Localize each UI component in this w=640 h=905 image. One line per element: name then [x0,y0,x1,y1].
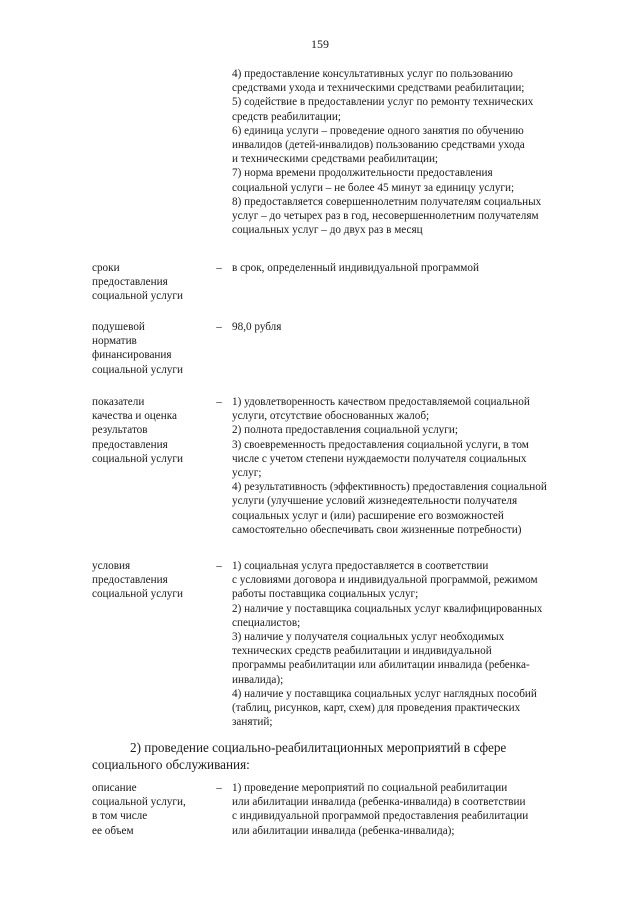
text-line: в срок, определенный индивидуальной программой [232,262,479,274]
label-line: социальной услуги [92,363,183,376]
text-line: средствами ухода и техническими средствами реабилитации; [232,82,525,95]
text-line: инвалидов (детей-инвалидов) пользованию средствами ухода [232,139,525,152]
text-line: технических средств реабилитации и индивидуальной [232,645,492,658]
label-line: предоставления [92,438,168,451]
text-line: 8) предоставляется совершеннолетним получателям социальных [232,195,542,208]
text-line: 7) норма времени продолжительности предоставления [232,167,493,180]
label-line: предоставления [92,276,168,289]
text-line: 1) удовлетворенность качеством предоставляемой социальной [232,396,530,408]
text-line: или абилитации инвалида (ребенка-инвалида); [232,824,455,837]
row-text-terms [232,261,602,275]
section-heading [92,739,592,773]
text-line: с условиями договора и индивидуальной программой, режимом [232,574,538,587]
text-line: 4) предоставление консультативных услуг по пользованию [232,68,513,80]
heading-line: 2) проведение социально-реабилитационных мероприятий в сфере [130,740,507,755]
label-line: предоставления [92,574,168,587]
heading-line: социального обслуживания: [92,757,250,772]
row-dash: – [216,396,222,408]
text-line: социальных услуг и (или) расширение его возможностей [232,509,504,522]
text-line: или абилитации инвалида (ребенка-инвалида) в соответствии [232,796,526,809]
intro-text [232,67,602,237]
row-dash: – [216,262,222,274]
row-text-conditions [232,559,602,729]
text-line: 5) содействие в предоставлении услуг по ремонту технических [232,96,534,109]
text-line: 2) полнота предоставления социальной услуги; [232,424,458,437]
row-label-description [92,781,212,838]
label-line: социальной услуги [92,290,183,303]
label-line: норматив [92,335,137,348]
text-line: работы поставщика социальных услуг; [232,588,419,601]
text-line: с индивидуальной программой предоставления реабилитации [232,810,529,823]
page-number: 159 [311,37,329,51]
label-line: результатов [92,424,148,437]
row-text-description [232,781,602,838]
label-line: ее объем [92,824,134,837]
text-line: социальных услуг – до двух раз в месяц [232,224,423,237]
text-line: 2) наличие у поставщика социальных услуг квалифицированных [232,602,543,615]
row-text-quality [232,395,602,537]
text-line: (таблиц, рисунков, карт, схем) для проведения практических [232,702,521,715]
label-line: описание [92,782,137,794]
text-line: 4) наличие у поставщика социальных услуг наглядных пособий [232,687,537,700]
row-dash: – [216,560,222,572]
row-text-funding [232,320,602,334]
label-line: социальной услуги [92,588,183,601]
text-line: услуг – до четырех раз в год, несовершеннолетним получателям [232,210,539,223]
text-line: занятий; [232,716,273,729]
text-line: 3) своевременность предоставления социальной услуги, в том [232,438,529,451]
label-line: социальной услуги, [92,796,186,809]
text-line: специалистов; [232,616,301,629]
text-line: программы реабилитации или абилитации инвалида (ребенка- [232,659,530,672]
label-line: показатели [92,396,145,408]
text-line: социальной услуги – не более 45 минут за единицу услуги; [232,181,515,194]
text-line: средств реабилитации; [232,110,341,123]
row-label-quality [92,395,212,466]
row-label-terms [92,261,212,304]
label-line: качества и оценка [92,410,177,423]
row-dash: – [216,782,222,794]
text-line: 1) социальная услуга предоставляется в соответствии [232,560,489,572]
row-label-conditions [92,559,212,602]
text-line: услуг; [232,467,262,480]
text-line: 1) проведение мероприятий по социальной реабилитации [232,782,508,794]
text-line: услуги, отсутствие обоснованных жалоб; [232,410,430,423]
label-line: в том числе [92,810,148,823]
text-line: 3) наличие у получателя социальных услуг необходимых [232,631,505,644]
label-line: финансирования [92,349,172,362]
label-line: подушевой [92,321,145,333]
row-dash: – [216,321,222,333]
text-line: и техническими средствами реабилитации; [232,153,439,166]
text-line: инвалида); [232,673,284,686]
label-line: условия [92,560,131,572]
text-line: 4) результативность (эффективность) предоставления социальной [232,481,547,494]
label-line: социальной услуги [92,452,183,465]
text-line: 98,0 рубля [232,321,282,333]
text-line: услуги (улучшение условий жизнедеятельности получателя [232,495,518,508]
label-line: сроки [92,262,120,274]
text-line: самостоятельно обеспечивать свои жизненные потребности) [232,523,522,536]
text-line: числе с учетом степени нуждаемости получателя социальных [232,452,527,465]
row-label-funding [92,320,212,377]
text-line: 6) единица услуги – проведение одного занятия по обучению [232,124,524,137]
